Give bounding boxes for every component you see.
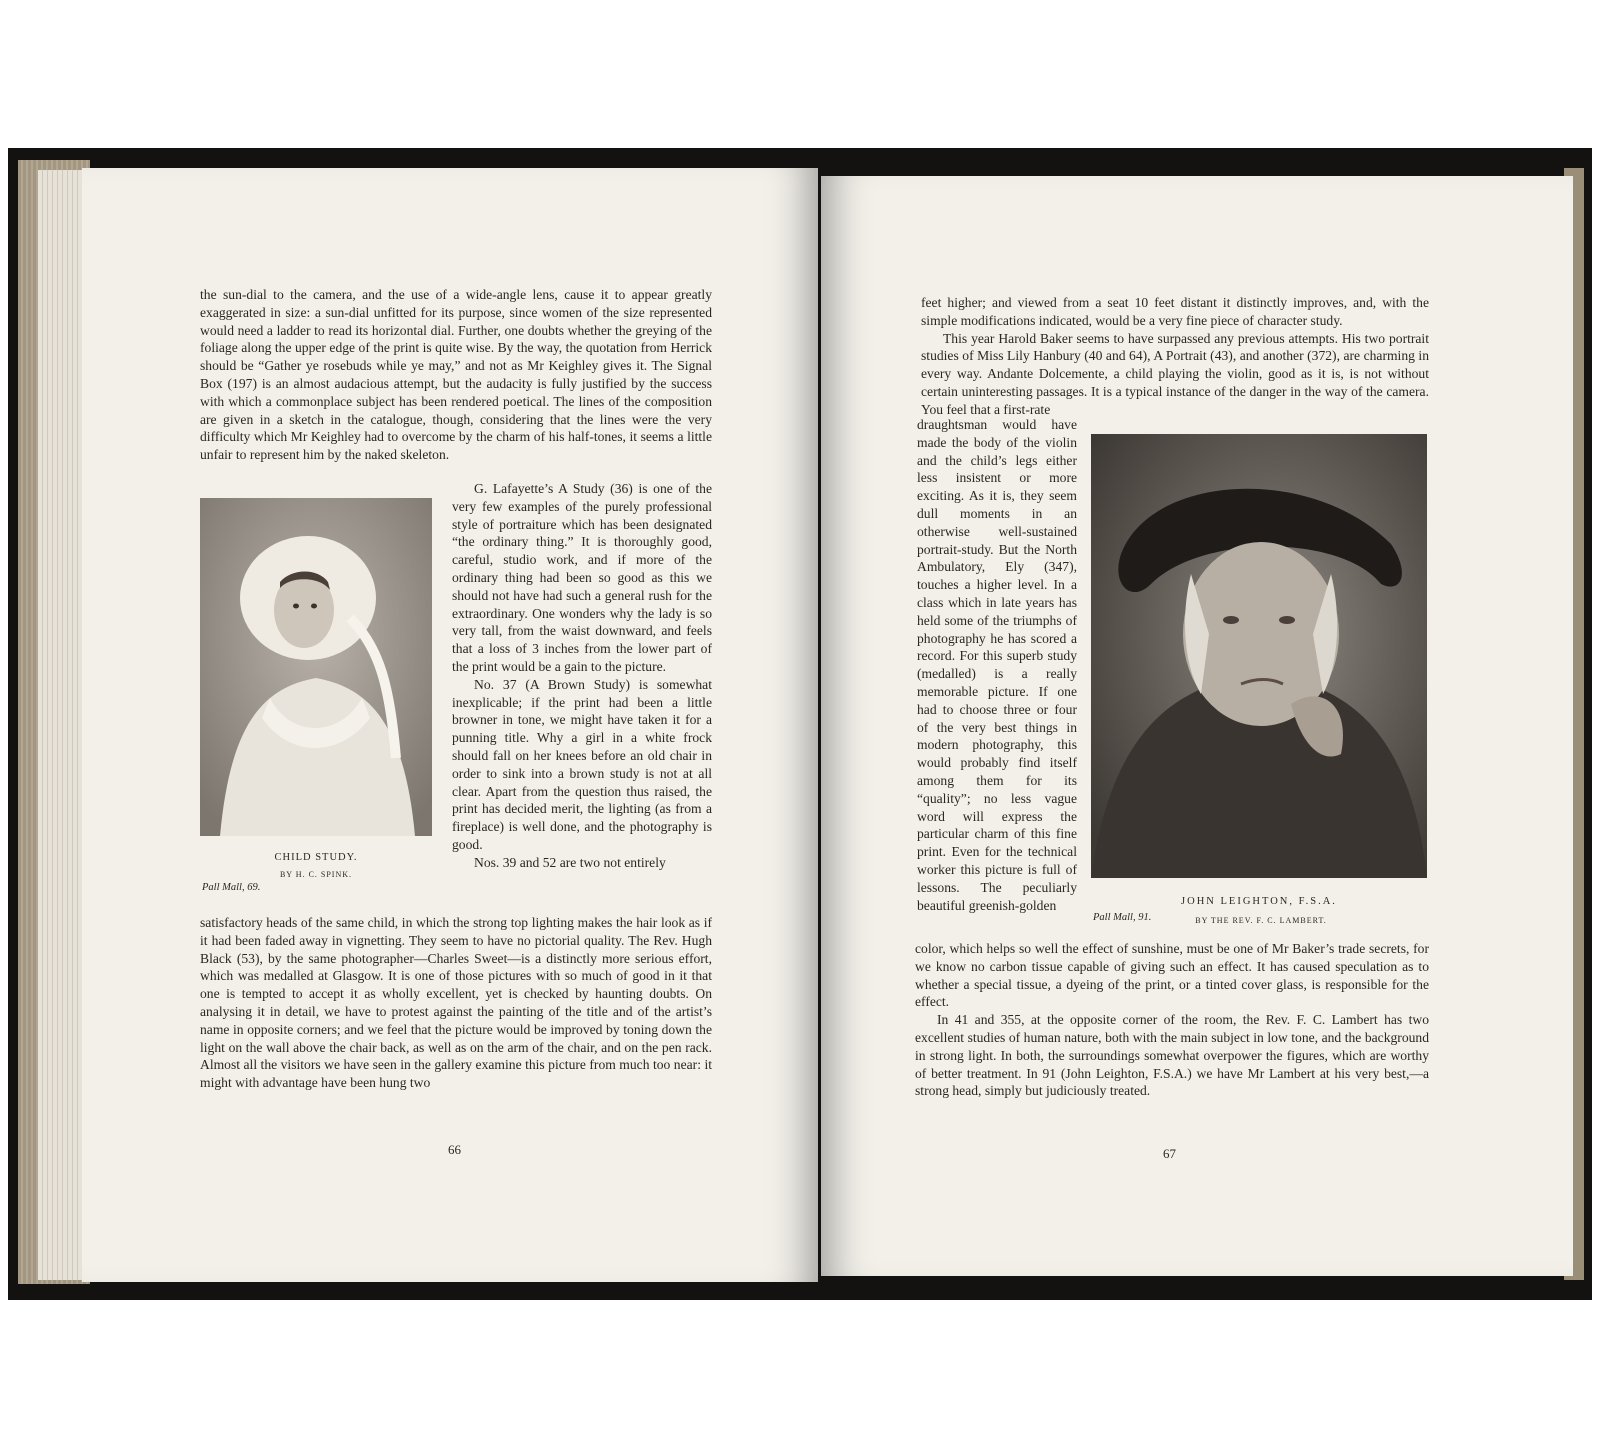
left-para-4 bbox=[200, 914, 712, 1092]
john-leighton-caption: JOHN LEIGHTON, F.S.A. bbox=[1181, 896, 1337, 907]
right-para-3-text: In 41 and 355, at the opposite corner of the room, the Rev. F. C. Lambert has two excellent studies of human nature, both with the main subject in low tone, and the background in strong light. In both, the surroundings somewhat overpower the figures, which are worthy of better treatment. In 91 (John Leighton, F.S.A.) we have Mr Lambert at his very best,—a strong head, simply but judiciously treated. bbox=[915, 1012, 1429, 1099]
left-para-1 bbox=[200, 286, 712, 464]
left-para-2-text: G. Lafayette’s A Study (36) is one of the very few examples of the purely professional style of portraiture which has been designated “the ordinary thing.” It is thoroughly good, careful, studio work, and if more of the ordinary thing had been so good as this we should not have had such a general rush for the extraordinary. One wonders why the lady is so very tall, from the waist downward, and feels that a loss of 3 inches from the lower part of the print would be a gain to the picture. bbox=[452, 481, 712, 674]
page-edges bbox=[38, 170, 84, 1280]
right-para-2b-text: draughtsman would have made the body of the violin and the child’s legs either less insistent or more exciting. As it is, they seem dull moments in an otherwise well-sustained portrait-study. But the North Ambulatory, Ely (347), touches a higher level. In a class which in late years has held some of the triumphs of photography he has scored a record. For this superb study (medalled) is a really memorable picture. If one had to choose three or four of the very best things in modern photography, this would probably find itself among them for its “quality”; no less vague word will express the particular charm of this fine print. Even for the technical worker this picture is full of lessons. The peculiarly beautiful greenish-golden bbox=[917, 417, 1077, 913]
child-study-byline: BY H. C. SPINK. bbox=[279, 870, 353, 879]
left-page bbox=[82, 168, 818, 1282]
right-para-2a-text: This year Harold Baker seems to have surpassed any previous attempts. His two portrait studies of Miss Lily Hanbury (40 and 64), A Portrait (43), and another (372), are charming in every way. Andante Dolcemente, a child playing the violin, good as it is, is not without certain uninteresting passages. It is a typical instance of the danger in the way of the camera. You feel that a first-rate bbox=[921, 330, 1429, 417]
left-para-1-text: the sun-dial to the camera, and the use of a wide-angle lens, cause it to appear greatly exaggerated in size: a sun-dial unfitted for its purpose, since women of the size represented would need a ladder to read its horizontal dial. Further, one doubts whether the greying of the foliage along the upper edge of the print is quite wise. By the way, the quotation from Herrick should be “Gather ye rosebuds while ye may,” and not as Mr Keighley gives it. The Signal Box (197) is an almost audacious attempt, but the audacity is fully justified by the success with which a commonplace subject has been rendered poetical. The lines of the composition are given in a sketch in the catalogue, though, considering that the lines were the very difficulty which Mr Keighley had to overcome by the charm of his half-tones, it seems a little unfair to represent him by the naked skeleton. bbox=[200, 287, 712, 463]
right-column-text bbox=[917, 416, 1077, 914]
open-book bbox=[8, 148, 1592, 1300]
right-top-text bbox=[921, 294, 1429, 419]
child-study-photo bbox=[200, 498, 432, 836]
child-study-credit: Pall Mall, 69. bbox=[202, 882, 261, 893]
left-page-number: 66 bbox=[448, 1142, 461, 1157]
john-leighton-image bbox=[1091, 434, 1427, 878]
child-study-image bbox=[200, 498, 432, 836]
left-para-4b-text: satisfactory heads of the same child, in which the strong top lighting makes the hair look as if it had been faded away in vignetting. They seem to have no pictorial quality. The Rev. Hugh Black (53), by the same photographer—Charles Sweet—is a distinctly more serious effort, which was medalled at Glasgow. It is one of those pictures with so much of good in it that one is tempted to accept it as wholly excellent, yet is checked by haunting doubts. On analysing it in detail, we have to protest against the painting of the title and of the artist’s name in opposite corners; and we feel that the picture would be improved by toning down the light on the wall above the chair back, as well as on the arm of the chair, and on the pen rack. Almost all the visitors we have seen in the gallery examine this picture from much too near: it might with advantage have been hung two bbox=[200, 915, 712, 1091]
john-leighton-byline: BY THE REV. F. C. LAMBERT. bbox=[1195, 916, 1327, 925]
john-leighton-photo bbox=[1091, 434, 1427, 878]
left-para-3-text: No. 37 (A Brown Study) is somewhat inexplicable; if the print had been a little browner in tone, we might have taken it for a punning title. Why a girl in a white frock should fall on her knees before an old chair in order to sink into a brown study is not at all clear. Apart from the question thus raised, the print has decided merit, the lighting (as from a fireplace) is well done, and the photography is good. bbox=[452, 676, 712, 852]
right-para-1-text: feet higher; and viewed from a seat 10 feet distant it distinctly improves, and, with the simple modifications indicated, would be a very fine piece of character study. bbox=[921, 295, 1429, 328]
right-page bbox=[821, 176, 1573, 1276]
left-para-4a-text: Nos. 39 and 52 are two not entirely bbox=[474, 854, 666, 870]
right-para-2c-text: color, which helps so well the effect of sunshine, must be one of Mr Baker’s trade secrets, for we know no carbon tissue capable of giving such an effect. It has caused speculation as to whether a special tissue, a dyeing of the print, or a tinted cover glass, is responsible for the effect. bbox=[915, 941, 1429, 1010]
right-page-number: 67 bbox=[1163, 1146, 1176, 1161]
child-study-caption: CHILD STUDY. bbox=[274, 852, 358, 863]
right-bottom-text bbox=[915, 940, 1429, 1100]
left-column-text bbox=[452, 480, 712, 872]
john-leighton-credit: Pall Mall, 91. bbox=[1093, 912, 1152, 923]
